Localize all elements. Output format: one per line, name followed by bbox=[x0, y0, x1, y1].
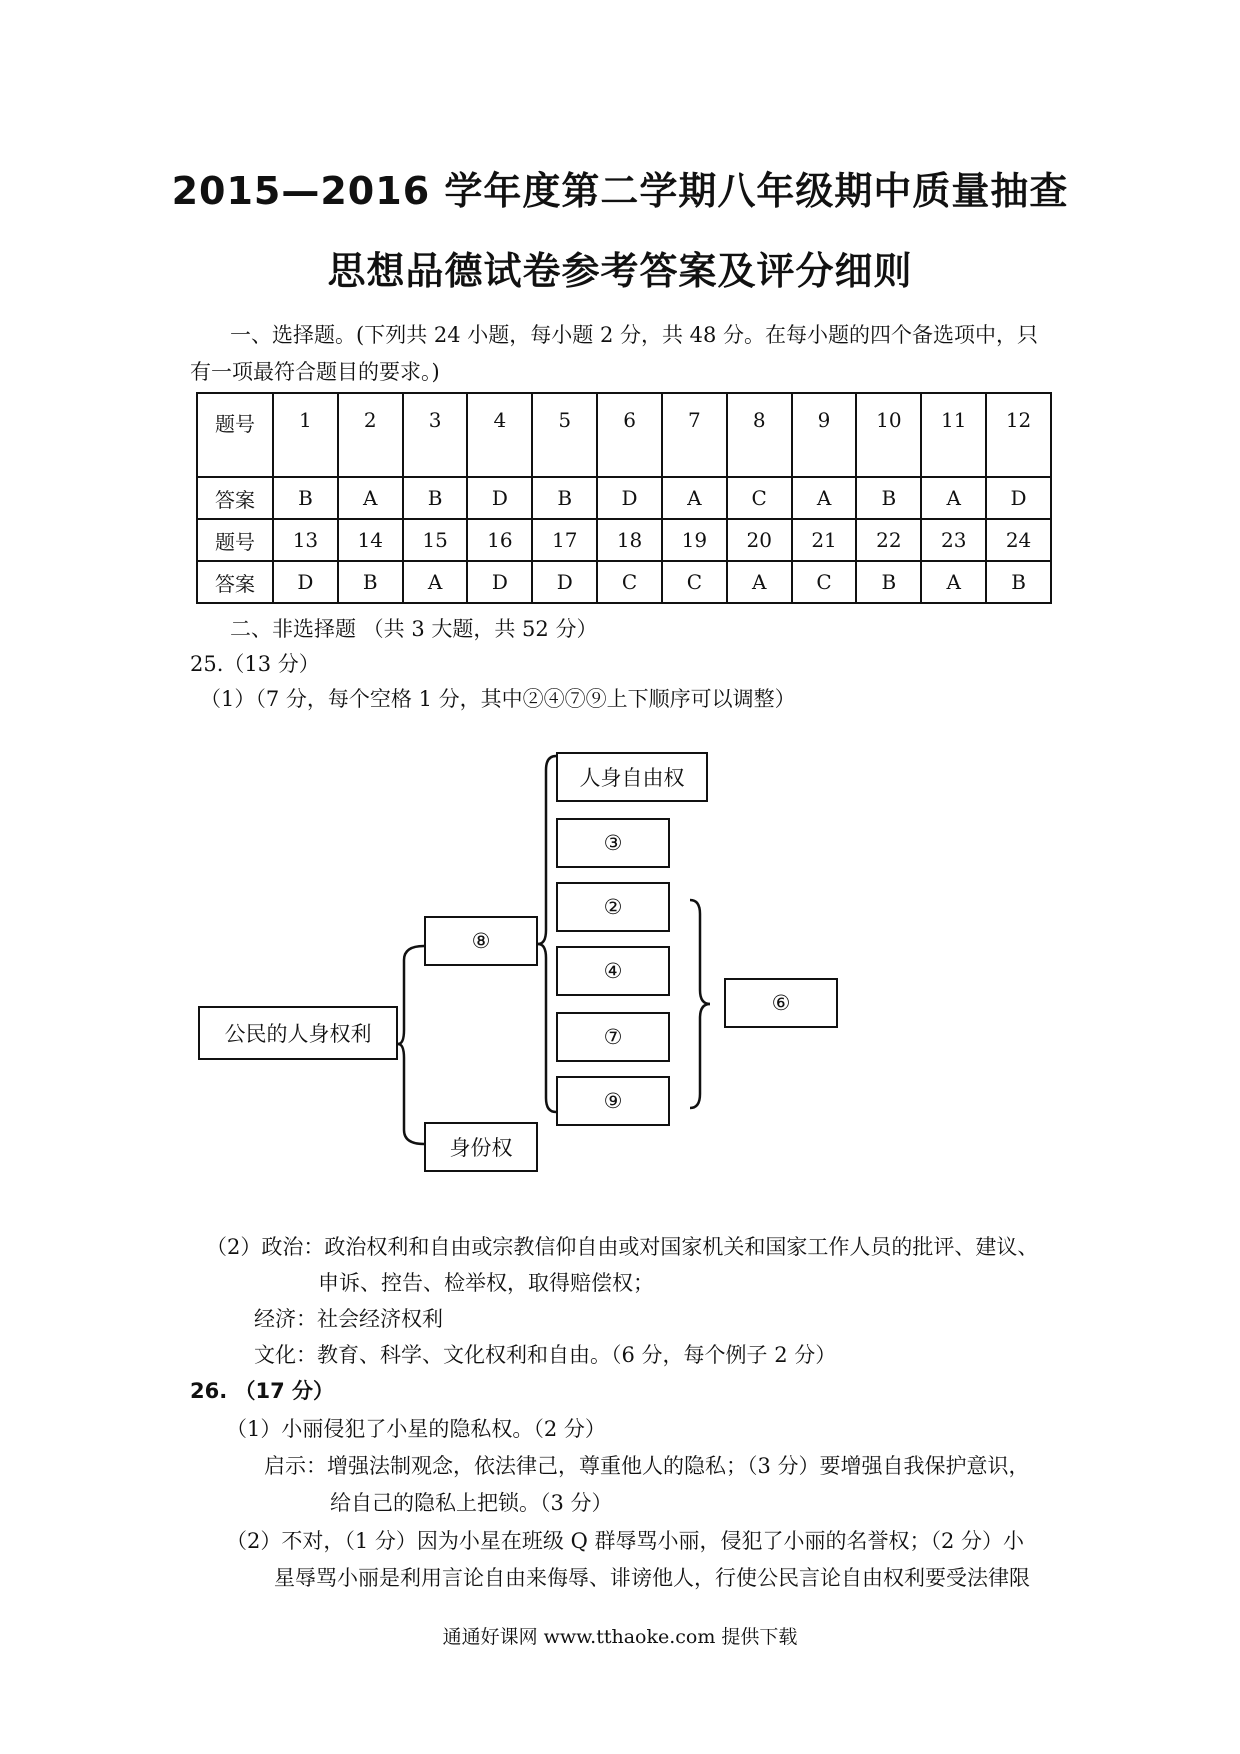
question-number-cell: 3 bbox=[403, 393, 468, 477]
section2-heading: 二、非选择题 （共 3 大题，共 52 分） bbox=[230, 617, 598, 641]
answer-cell: B bbox=[986, 561, 1051, 603]
diagram-node-9: ⑨ bbox=[556, 1076, 670, 1126]
q25-part1: （1）（7 分，每个空格 1 分，其中②④⑦⑨上下顺序可以调整） bbox=[200, 687, 796, 711]
right-brace-upper bbox=[690, 900, 710, 1004]
question-number-cell: 16 bbox=[467, 519, 532, 561]
answer-cell: A bbox=[921, 477, 986, 519]
answer-cell: D bbox=[273, 561, 338, 603]
question-number-cell: 5 bbox=[532, 393, 597, 477]
answer-cell: B bbox=[273, 477, 338, 519]
question-number-cell: 9 bbox=[792, 393, 857, 477]
q26-insight-line-2: 给自己的隐私上把锁。（3 分） bbox=[330, 1491, 613, 1515]
answer-cell: A bbox=[792, 477, 857, 519]
question-number-cell: 20 bbox=[727, 519, 792, 561]
brace-to-identity bbox=[398, 1044, 424, 1144]
question-number-cell: 22 bbox=[856, 519, 921, 561]
answer-cell: D bbox=[986, 477, 1051, 519]
answer-cell: C bbox=[792, 561, 857, 603]
answer-cell: B bbox=[532, 477, 597, 519]
question-number-cell: 15 bbox=[403, 519, 468, 561]
question-number-cell: 12 bbox=[986, 393, 1051, 477]
answer-cell: C bbox=[662, 561, 727, 603]
answer-cell: B bbox=[403, 477, 468, 519]
question-number-cell: 11 bbox=[921, 393, 986, 477]
answer-cell: D bbox=[467, 561, 532, 603]
answer-cell: D bbox=[597, 477, 662, 519]
answer-cell: B bbox=[338, 561, 403, 603]
diagram-personal-freedom-box: 人身自由权 bbox=[556, 752, 708, 802]
q26-part2-line-1: （2）不对，（1 分）因为小星在班级 Q 群辱骂小丽，侵犯了小丽的名誉权；（2 分）小 bbox=[226, 1529, 1024, 1553]
diagram-root-box: 公民的人身权利 bbox=[198, 1006, 398, 1060]
diagram-node-3: ③ bbox=[556, 818, 670, 868]
question-number-cell: 8 bbox=[727, 393, 792, 477]
question-number-cell: 6 bbox=[597, 393, 662, 477]
question-number-cell: 2 bbox=[338, 393, 403, 477]
q26-part1: （1）小丽侵犯了小星的隐私权。（2 分） bbox=[226, 1417, 606, 1441]
q25-heading: 25.（13 分） bbox=[190, 652, 320, 676]
question-number-cell: 7 bbox=[662, 393, 727, 477]
section1-intro-line-1: 一、选择题。(下列共 24 小题，每小题 2 分，共 48 分。在每小题的四个备选项中，只 bbox=[230, 323, 1039, 347]
question-number-cell: 14 bbox=[338, 519, 403, 561]
question-number-cell: 23 bbox=[921, 519, 986, 561]
question-number-cell: 18 bbox=[597, 519, 662, 561]
answer-cell: A bbox=[921, 561, 986, 603]
brace-upper bbox=[538, 756, 556, 944]
diagram-node-2: ② bbox=[556, 882, 670, 932]
brace-to-node8 bbox=[398, 946, 424, 1044]
answer-cell: A bbox=[662, 477, 727, 519]
q26-heading: 26. （17 分） bbox=[190, 1379, 335, 1403]
diagram-node-6: ⑥ bbox=[724, 978, 838, 1028]
footer: 通通好课网 www.tthaoke.com 提供下载 bbox=[442, 1626, 798, 1648]
answer-cell: A bbox=[727, 561, 792, 603]
title-line-1: 2015—2016 学年度第二学期八年级期中质量抽查 bbox=[171, 169, 1069, 213]
title-line-2: 思想品德试卷参考答案及评分细则 bbox=[327, 249, 913, 293]
diagram-node-8: ⑧ bbox=[424, 916, 538, 966]
question-number-cell: 24 bbox=[986, 519, 1051, 561]
row-label-answer: 答案 bbox=[197, 561, 273, 603]
question-number-cell: 19 bbox=[662, 519, 727, 561]
diagram-identity-box: 身份权 bbox=[424, 1122, 538, 1172]
question-number-cell: 13 bbox=[273, 519, 338, 561]
q25-part2-line-3: 经济：社会经济权利 bbox=[254, 1307, 443, 1331]
answer-cell: A bbox=[338, 477, 403, 519]
q25-part2-line-2: 申诉、控告、检举权，取得赔偿权； bbox=[318, 1271, 654, 1295]
answer-cell: D bbox=[532, 561, 597, 603]
answer-cell: C bbox=[727, 477, 792, 519]
question-number-cell: 21 bbox=[792, 519, 857, 561]
brace-lower bbox=[538, 944, 556, 1112]
right-brace-lower bbox=[690, 1004, 710, 1108]
question-number-cell: 17 bbox=[532, 519, 597, 561]
diagram-node-4: ④ bbox=[556, 946, 670, 996]
diagram-node-7: ⑦ bbox=[556, 1012, 670, 1062]
answer-cell: B bbox=[856, 561, 921, 603]
question-number-cell: 4 bbox=[467, 393, 532, 477]
answer-cell: A bbox=[403, 561, 468, 603]
q25-part2-line-1: （2）政治：政治权利和自由或宗教信仰自由或对国家机关和国家工作人员的批评、建议、 bbox=[206, 1235, 1039, 1259]
question-number-cell: 10 bbox=[856, 393, 921, 477]
row-label-number: 题号 bbox=[197, 393, 273, 477]
q25-part2-line-4: 文化：教育、科学、文化权利和自由。（6 分，每个例子 2 分） bbox=[254, 1343, 837, 1367]
row-label-number: 题号 bbox=[197, 519, 273, 561]
answer-cell: D bbox=[467, 477, 532, 519]
q26-part2-line-2: 星辱骂小丽是利用言论自由来侮辱、诽谤他人，行使公民言论自由权利要受法律限 bbox=[274, 1566, 1030, 1590]
section1-intro-line-2: 有一项最符合题目的要求。) bbox=[190, 360, 440, 384]
q26-insight-line-1: 启示：增强法制观念，依法律己，尊重他人的隐私；（3 分）要增强自我保护意识， bbox=[264, 1454, 1030, 1478]
answer-cell: C bbox=[597, 561, 662, 603]
answer-cell: B bbox=[856, 477, 921, 519]
row-label-answer: 答案 bbox=[197, 477, 273, 519]
question-number-cell: 1 bbox=[273, 393, 338, 477]
